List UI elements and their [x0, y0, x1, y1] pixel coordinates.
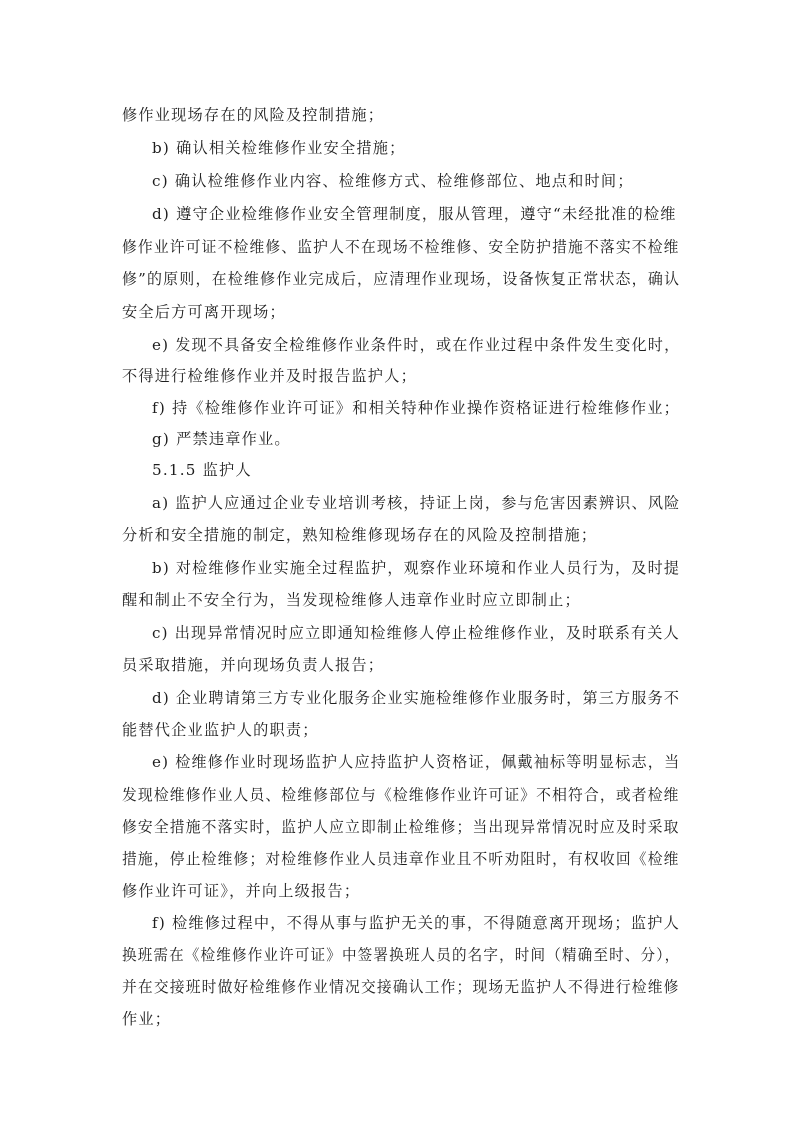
text-line: b) 对检维修作业实施全过程监护，观察作业环境和作业人员行为，及时提	[152, 559, 681, 577]
text-line: a) 监护人应通过企业专业培训考核，持证上岗，参与危害因素辨识、风险	[152, 494, 681, 512]
text-line: 换班需在《检维修作业许可证》中签署换班人员的名字，时间（精确至时、分），	[122, 946, 681, 964]
text-line: 员采取措施，并向现场负责人报告；	[122, 656, 385, 674]
text-line: 修作业许可证》，并向上级报告；	[122, 882, 361, 900]
text-line: e) 检维修作业时现场监护人应持监护人资格证，佩戴袖标等明显标志，当	[152, 753, 681, 771]
section-heading: 5.1.5 监护人	[152, 461, 252, 479]
text-line: c) 出现异常情况时应立即通知检维修人停止检维修作业，及时联系有关人	[152, 624, 680, 642]
text-line: 修”的原则，在检维修作业完成后，应清理作业现场，设备恢复正常状态，确认	[122, 270, 681, 288]
text-line: d) 遵守企业检维修作业安全管理制度，服从管理，遵守“未经批准的检维	[152, 205, 677, 223]
text-line: b) 确认相关检维修作业安全措施；	[152, 139, 406, 157]
text-line: d) 企业聘请第三方专业化服务企业实施检维修作业服务时，第三方服务不	[152, 689, 681, 707]
text-line: 醒和制止不安全行为，当发现检维修人违章作业时应立即制止；	[122, 591, 581, 609]
text-line: 修安全措施不落实时，监护人应立即制止检维修；当出现异常情况时应及时采取	[122, 818, 680, 836]
text-line: e) 发现不具备安全检维修作业条件时，或在作业过程中条件发生变化时，	[152, 336, 681, 354]
text-line: f) 检维修过程中，不得从事与监护无关的事，不得随意离开现场；监护人	[152, 914, 680, 932]
text-line: c) 确认检维修作业内容、检维修方式、检维修部位、地点和时间；	[152, 172, 634, 190]
text-line: 不得进行检维修作业并及时报告监护人；	[122, 367, 417, 385]
text-line: 安全后方可离开现场；	[122, 303, 286, 321]
text-line: 作业；	[122, 1010, 172, 1028]
text-line: 能替代企业监护人的职责；	[122, 721, 319, 739]
text-line: 修作业现场存在的风险及控制措施；	[122, 106, 385, 124]
text-line: 分析和安全措施的制定，熟知检维修现场存在的风险及控制措施；	[122, 526, 598, 544]
text-line: f) 持《检维修作业许可证》和相关特种作业操作资格证进行检维修作业；	[152, 399, 680, 417]
text-line: 措施，停止检维修；对检维修作业人员违章作业且不听劝阻时，有权收回《检维	[122, 850, 680, 868]
text-line: 并在交接班时做好检维修作业情况交接确认工作；现场无监护人不得进行检维修	[122, 978, 680, 996]
text-line: 发现检维修作业人员、检维修部位与《检维修作业许可证》不相符合，或者检维	[122, 786, 680, 804]
text-line: 修作业许可证不检维修、监护人不在现场不检维修、安全防护措施不落实不检维	[122, 238, 680, 256]
text-line: g) 严禁违章作业。	[152, 430, 291, 448]
